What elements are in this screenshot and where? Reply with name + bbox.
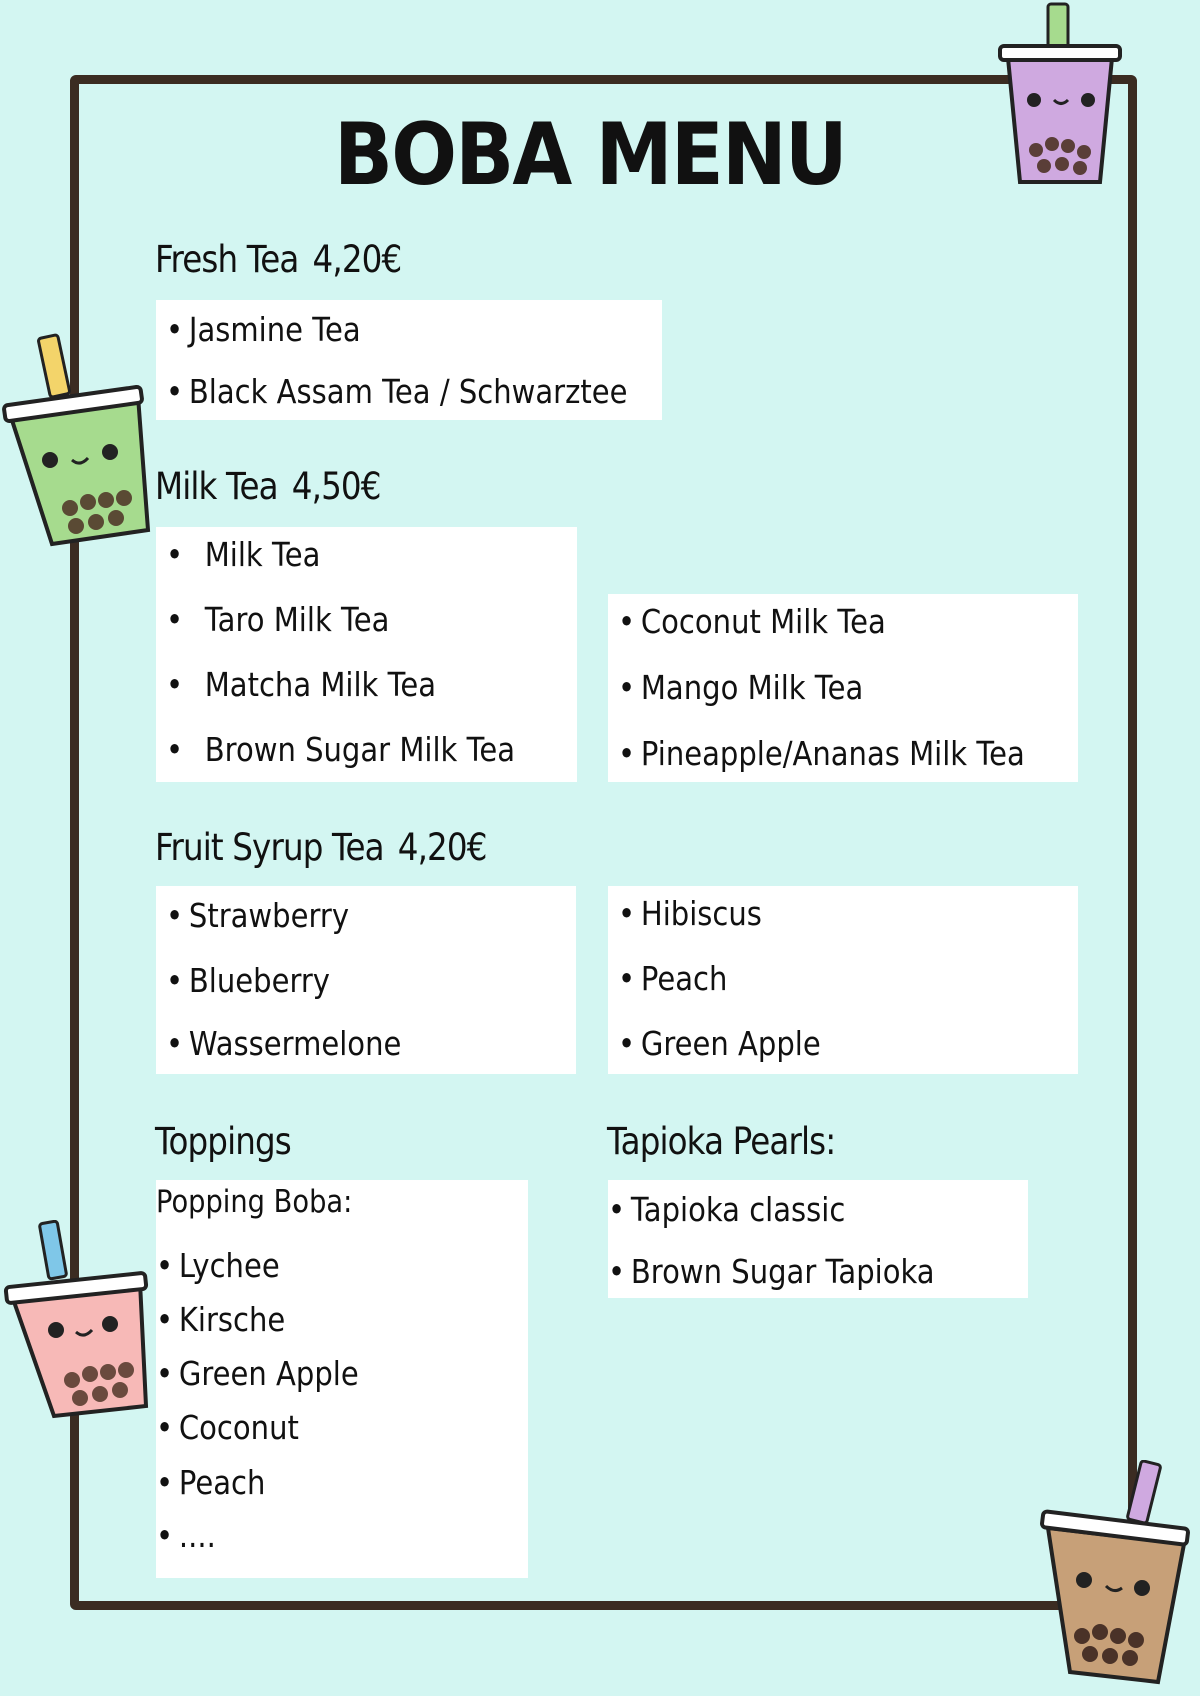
toppings-list <box>156 1180 528 1578</box>
bullet: • <box>608 1190 626 1229</box>
item-label: Mango Milk Tea <box>640 668 864 707</box>
milk-tea-name: Milk Tea <box>155 465 278 508</box>
list-item <box>618 1024 821 1063</box>
fruit-syrup-tea-list-right <box>608 886 1078 1074</box>
list-item <box>618 894 762 933</box>
bullet: • <box>166 896 184 935</box>
bullet: • <box>618 734 636 773</box>
item-label: .... <box>178 1516 216 1555</box>
bullet: • <box>156 1354 174 1393</box>
item-label: Jasmine Tea <box>188 310 361 349</box>
pink-boba-cup-icon <box>0 1220 160 1420</box>
toppings-heading <box>155 1120 291 1163</box>
popping-boba-label: Popping Boba: <box>156 1184 353 1220</box>
item-label: Strawberry <box>188 896 350 935</box>
item-label: Lychee <box>178 1246 280 1285</box>
purple-boba-cup-icon <box>990 0 1130 190</box>
list-item <box>156 1300 285 1339</box>
list-item <box>156 1246 280 1285</box>
bullet: • <box>166 961 184 1000</box>
bullet: • <box>618 668 636 707</box>
item-label: Tapioka classic <box>630 1190 846 1229</box>
item-label: Taro Milk Tea <box>204 600 390 639</box>
bullet: • <box>166 535 184 574</box>
fresh-tea-heading <box>155 238 401 281</box>
toppings-name: Toppings <box>155 1120 291 1163</box>
bullet: • <box>166 665 184 704</box>
list-item <box>618 602 886 641</box>
list-item <box>166 372 627 411</box>
item-label: Black Assam Tea / Schwarztee <box>188 372 628 411</box>
list-item <box>166 1024 401 1063</box>
list-item <box>166 665 436 704</box>
bullet: • <box>608 1252 626 1291</box>
list-item <box>156 1408 299 1447</box>
item-label: Milk Tea <box>204 535 321 574</box>
bullet: • <box>156 1300 174 1339</box>
bullet: • <box>618 602 636 641</box>
item-label: Coconut Milk Tea <box>640 602 886 641</box>
item-label: Matcha Milk Tea <box>204 665 437 704</box>
list-item <box>166 730 515 769</box>
list-item <box>156 1463 265 1502</box>
item-label: Kirsche <box>178 1300 286 1339</box>
bullet: • <box>618 959 636 998</box>
menu-title: BOBA MENU <box>334 105 846 205</box>
item-label: Wassermelone <box>188 1024 402 1063</box>
milk-tea-list-left <box>156 527 577 782</box>
item-label: Coconut <box>178 1408 299 1447</box>
bullet: • <box>156 1408 174 1447</box>
milk-tea-list-right <box>608 594 1078 782</box>
list-item <box>156 1354 359 1393</box>
fresh-tea-price: 4,20€ <box>312 238 402 281</box>
item-label: Brown Sugar Tapioka <box>630 1252 935 1291</box>
list-item <box>166 600 389 639</box>
list-item <box>608 1252 935 1291</box>
brown-boba-cup-icon <box>1030 1460 1200 1696</box>
list-item <box>166 961 330 1000</box>
bullet: • <box>156 1516 174 1555</box>
bullet: • <box>166 310 184 349</box>
bullet: • <box>166 600 184 639</box>
bullet: • <box>166 372 184 411</box>
fresh-tea-list <box>156 300 662 420</box>
bullet: • <box>618 1024 636 1063</box>
bullet: • <box>618 894 636 933</box>
item-label: Green Apple <box>178 1354 359 1393</box>
list-item <box>618 959 727 998</box>
list-item <box>608 1190 845 1229</box>
fruit-syrup-tea-heading <box>155 826 487 869</box>
item-label: Brown Sugar Milk Tea <box>204 730 516 769</box>
list-item <box>166 535 320 574</box>
item-label: Green Apple <box>640 1024 821 1063</box>
milk-tea-heading <box>155 465 381 508</box>
bullet: • <box>166 1024 184 1063</box>
bullet: • <box>156 1463 174 1502</box>
bullet: • <box>156 1246 174 1285</box>
item-label: Peach <box>640 959 728 998</box>
item-label: Hibiscus <box>640 894 762 933</box>
list-item <box>166 310 361 349</box>
list-item <box>618 734 1025 773</box>
list-item <box>618 668 863 707</box>
fruit-syrup-tea-price: 4,20€ <box>397 826 487 869</box>
milk-tea-price: 4,50€ <box>291 465 381 508</box>
tapioka-heading <box>607 1120 835 1163</box>
list-item <box>166 896 349 935</box>
item-label: Pineapple/Ananas Milk Tea <box>640 734 1025 773</box>
tapioka-list <box>608 1180 1028 1298</box>
item-label: Peach <box>178 1463 266 1502</box>
fruit-syrup-tea-name: Fruit Syrup Tea <box>155 826 384 869</box>
item-label: Blueberry <box>188 961 330 1000</box>
fruit-syrup-tea-list-left <box>156 886 576 1074</box>
list-item <box>156 1516 216 1555</box>
fresh-tea-name: Fresh Tea <box>155 238 299 281</box>
green-boba-cup-icon <box>0 330 160 560</box>
bullet: • <box>166 730 184 769</box>
tapioka-name: Tapioka Pearls: <box>607 1120 836 1163</box>
